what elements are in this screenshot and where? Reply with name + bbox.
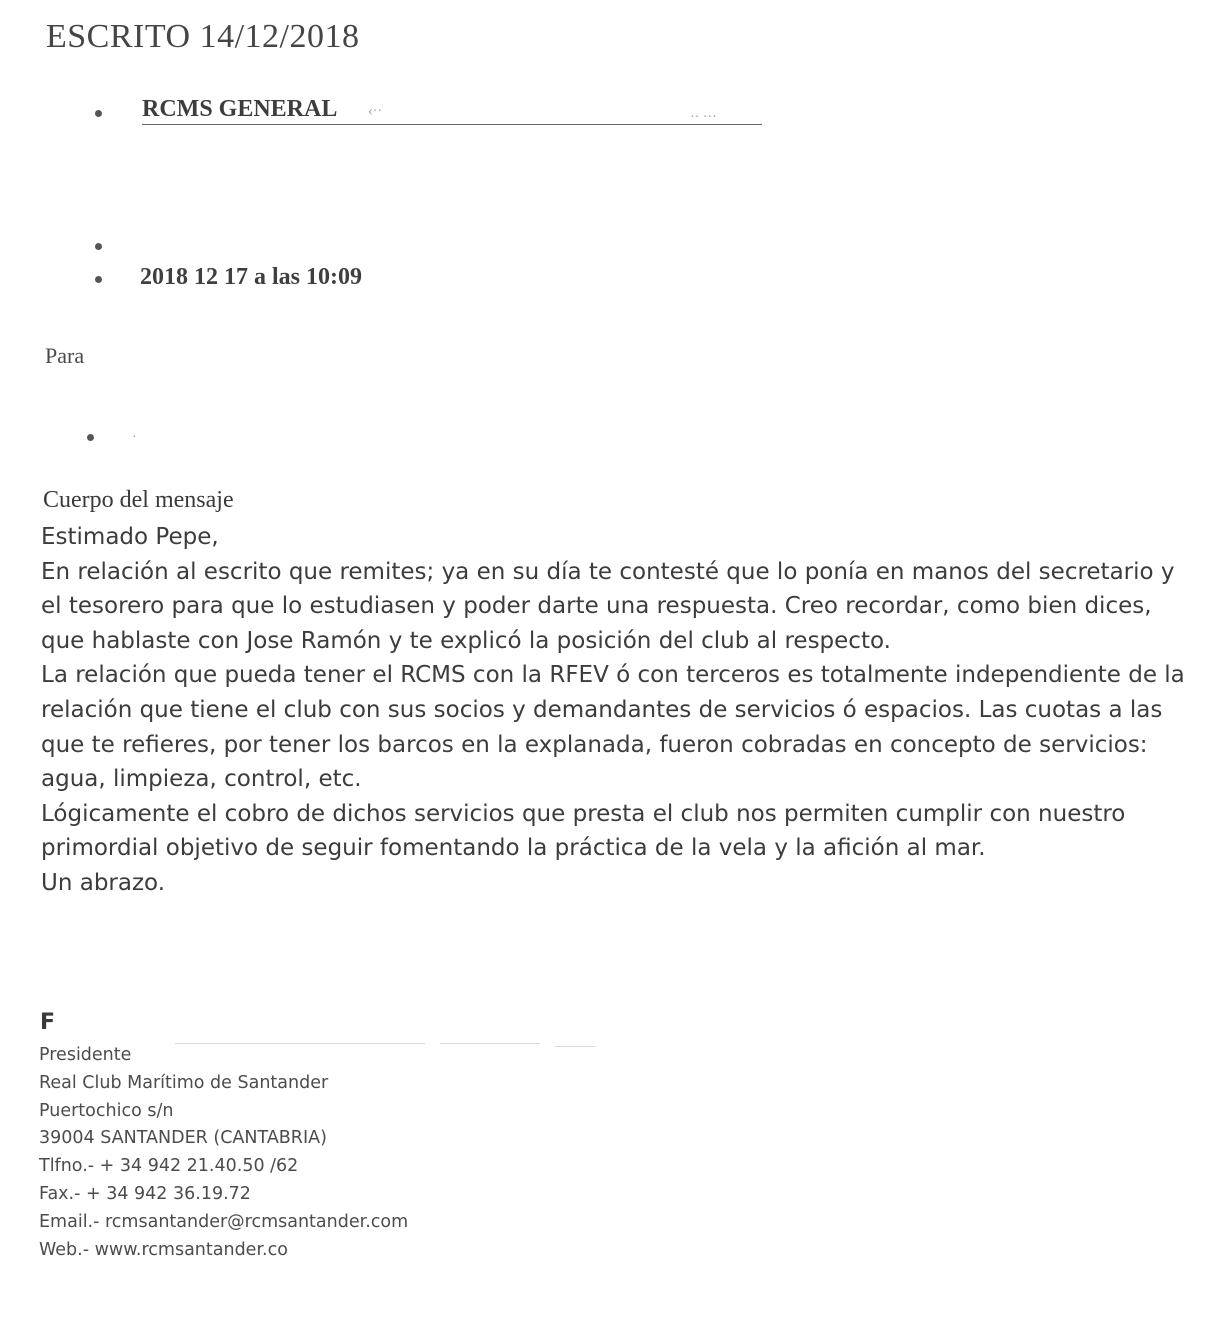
signature-fax: Fax.- + 34 942 36.19.72 xyxy=(39,1183,251,1204)
bullet-icon xyxy=(95,243,102,250)
redaction-line xyxy=(555,1046,595,1047)
body-paragraph: Lógicamente el cobro de dichos servicios que presta el club nos permiten cumplir con nuestro primordial objetivo de seguir fomentando la práctica de la vela y la afición al mar. xyxy=(41,800,1126,862)
body-paragraph: En relación al escrito que remites; ya en su día te contesté que lo ponía en manos del secretario y el tesorero para que lo estudiasen y poder darte una respuesta. Creo recordar, como bien dices, que hablaste con Jose Ramón y te explicó la posición del club al respecto. xyxy=(41,558,1175,654)
bullet-icon xyxy=(95,276,102,283)
recipient-label: Para xyxy=(45,343,85,368)
bullet-icon xyxy=(95,110,102,117)
signature-organization: Real Club Marítimo de Santander xyxy=(39,1072,329,1093)
signature-address: Puertochico s/n xyxy=(39,1100,174,1121)
redaction-line xyxy=(440,1043,540,1044)
body-paragraph: La relación que pueda tener el RCMS con la RFEV ó con terceros es totalmente independiente de la relación que tiene el club con sus socios y demandantes de servicios ó espacios. Las cuotas a las que te refieres, por tener los barcos en la explanada, fueron cobradas en concepto de servicios: agua, limpieza, control, etc. xyxy=(41,662,1185,793)
signature-web: Web.- www.rcmsantander.co xyxy=(39,1239,288,1260)
redaction-smudge: ‹·· xyxy=(368,104,382,119)
signature-role: Presidente xyxy=(39,1045,132,1065)
signature-email: Email.- rcmsantander@rcmsantander.com xyxy=(39,1211,409,1232)
message-body xyxy=(41,520,1191,901)
greeting: Estimado Pepe, xyxy=(41,524,219,550)
signature-block xyxy=(39,1042,408,1264)
sender-name: RCMS GENERAL xyxy=(142,96,338,122)
sender-underline xyxy=(142,124,762,125)
signature-city: 39004 SANTANDER (CANTABRIA) xyxy=(39,1128,327,1149)
body-label: Cuerpo del mensaje xyxy=(43,487,234,513)
bullet-icon xyxy=(87,434,94,441)
redaction-smudge: ·· ··· xyxy=(690,110,717,125)
document-title: ESCRITO 14/12/2018 xyxy=(46,18,360,55)
signature-initial: F xyxy=(40,1010,56,1035)
signature-phone: Tlfno.- + 34 942 21.40.50 /62 xyxy=(39,1156,299,1177)
closing: Un abrazo. xyxy=(41,869,166,896)
redaction-smudge: · xyxy=(132,430,137,445)
message-date: 2018 12 17 a las 10:09 xyxy=(140,264,362,290)
